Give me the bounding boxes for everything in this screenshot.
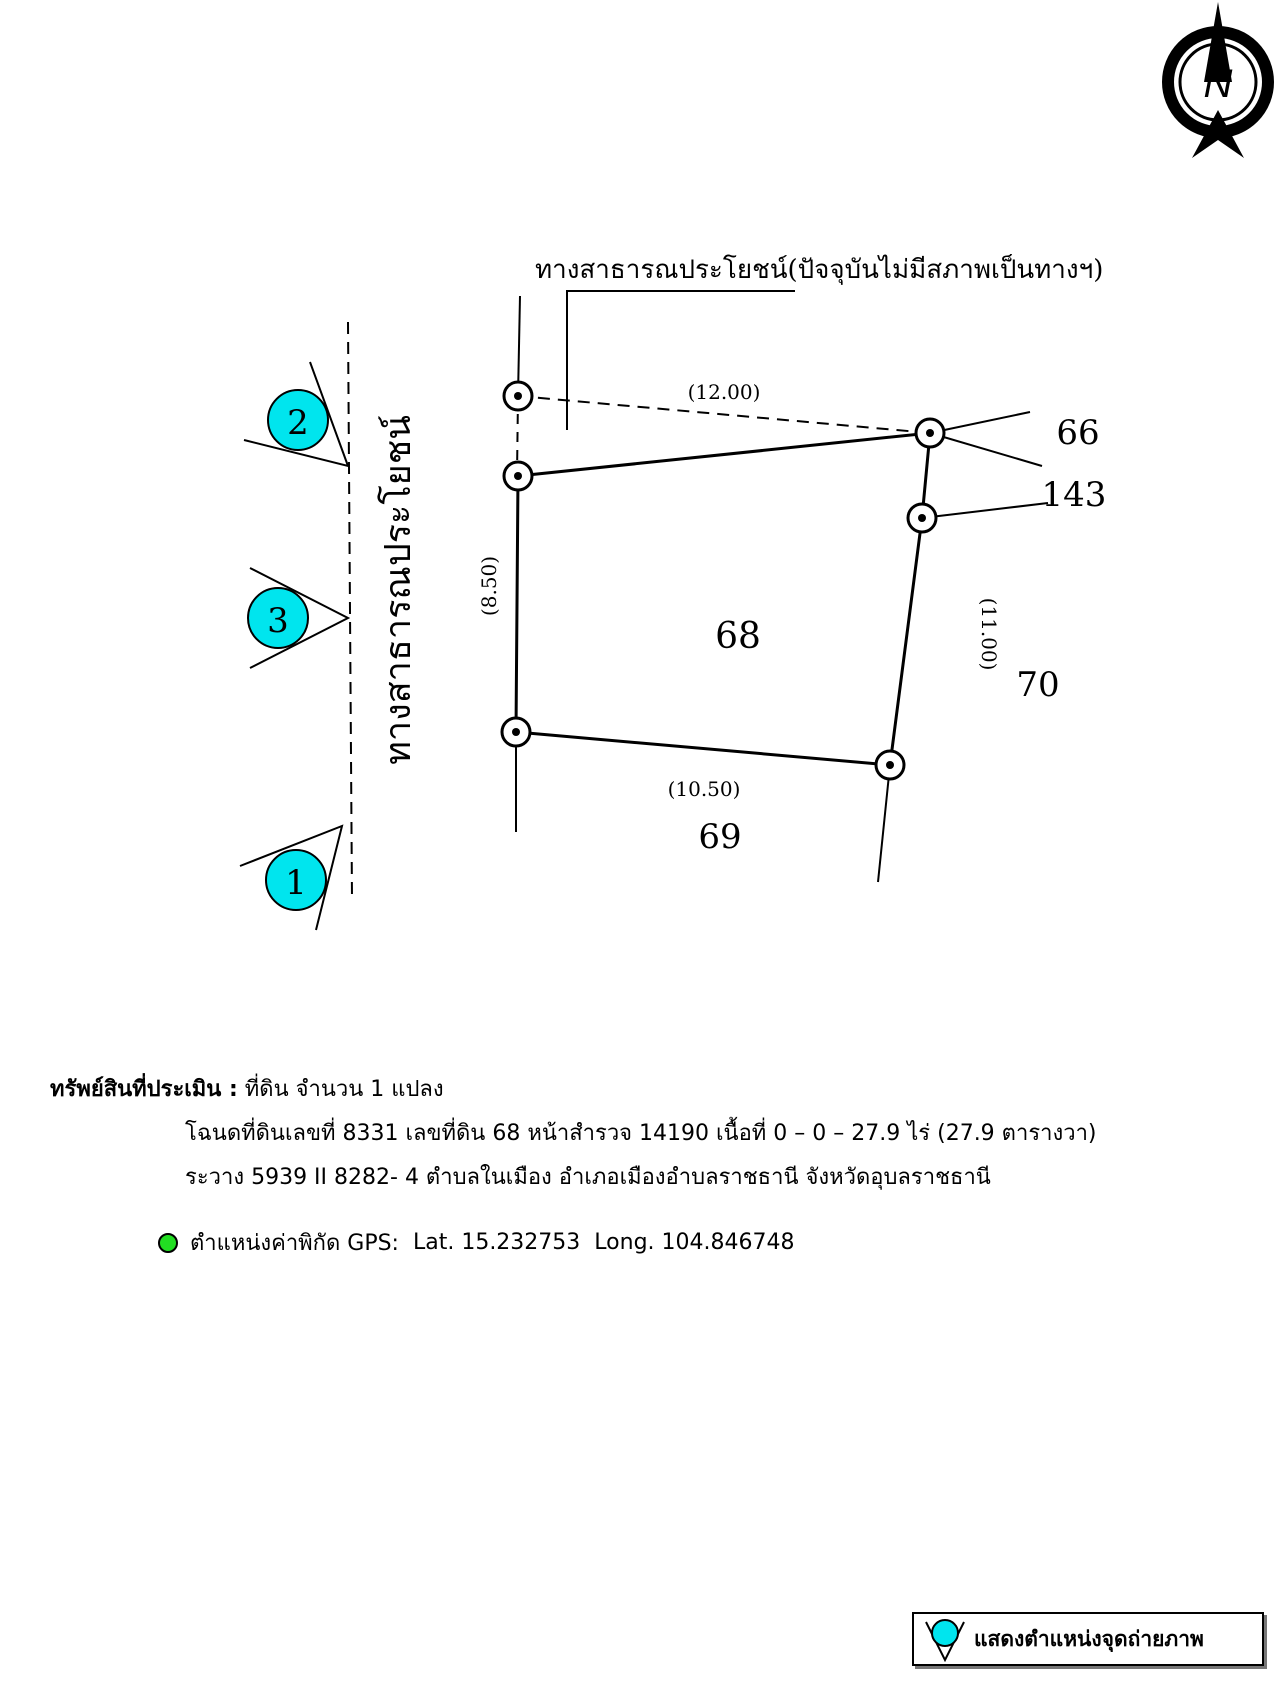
dimension-left: (8.50): [477, 555, 501, 617]
neighbor-69: 69: [698, 817, 742, 857]
neighbor-66: 66: [1056, 413, 1100, 453]
road-top-leader: [567, 291, 795, 430]
photo-point-3-number: 3: [267, 601, 289, 641]
photo-legend: [912, 1612, 1264, 1666]
property-title-rest: ที่ดิน จำนวน 1 แปลง: [244, 1077, 444, 1102]
parcel-number: 68: [715, 616, 761, 657]
boundary-extensions: [516, 296, 1048, 882]
north-arrow-icon: [1168, 2, 1268, 158]
property-info: [50, 1068, 1097, 1200]
road-left-label: ทางสาธารณประโยชน์: [378, 415, 419, 765]
photo-point-2: [244, 362, 348, 466]
dimension-bottom: (10.50): [667, 777, 741, 801]
gps-coordinates: [158, 1225, 795, 1260]
location-details: ระวาง 5939 II 8282- 4 ตำบลในเมือง อำเภอเมืองอำบลราชธานี จังหวัดอุบลราชธานี: [185, 1165, 991, 1190]
property-title-line: [50, 1068, 1097, 1112]
road-left-dashed-line: [348, 322, 352, 900]
photo-point-2-number: 2: [287, 403, 309, 443]
boundary-marker-icon: [502, 718, 530, 746]
neighbor-143: 143: [1041, 475, 1107, 515]
boundary-marker-icons: [502, 382, 944, 779]
gps-dot-icon: [158, 1233, 178, 1253]
photo-point-1-number: 1: [285, 863, 307, 903]
photo-point-3: [248, 568, 348, 668]
gps-lat: Lat. 15.232753: [412, 1230, 581, 1255]
road-top-label: ทางสาธารณประโยชน์(ปัจจุบันไม่มีสภาพเป็นทางฯ): [535, 255, 1104, 285]
boundary-marker-icon: [504, 382, 532, 410]
north-label: N: [1203, 62, 1233, 106]
property-title: ทรัพย์สินที่ประเมิน :: [50, 1077, 238, 1102]
photo-point-1: [240, 826, 342, 930]
dimension-right: (11.00): [977, 597, 1001, 671]
gps-long: Long. 104.846748: [594, 1230, 795, 1255]
boundary-marker-icon: [908, 504, 936, 532]
dimension-top: (12.00): [687, 380, 761, 404]
deed-details: โฉนดที่ดินเลขที่ 8331 เลขที่ดิน 68 หน้าสำรวจ 14190 เนื้อที่ 0 – 0 – 27.9 ไร่ (27.9 ตารางวา): [185, 1121, 1097, 1146]
parcel-68-boundary: [516, 433, 930, 765]
legend-label: แสดงตำแหน่งจุดถ่ายภาพ: [974, 1626, 1204, 1651]
neighbor-70: 70: [1016, 665, 1060, 705]
gps-label: ตำแหน่งค่าพิกัด GPS:: [190, 1231, 399, 1256]
boundary-marker-icon: [504, 462, 532, 490]
boundary-marker-icon: [876, 751, 904, 779]
boundary-marker-icon: [916, 419, 944, 447]
photo-point-legend-icon: [922, 1616, 968, 1662]
